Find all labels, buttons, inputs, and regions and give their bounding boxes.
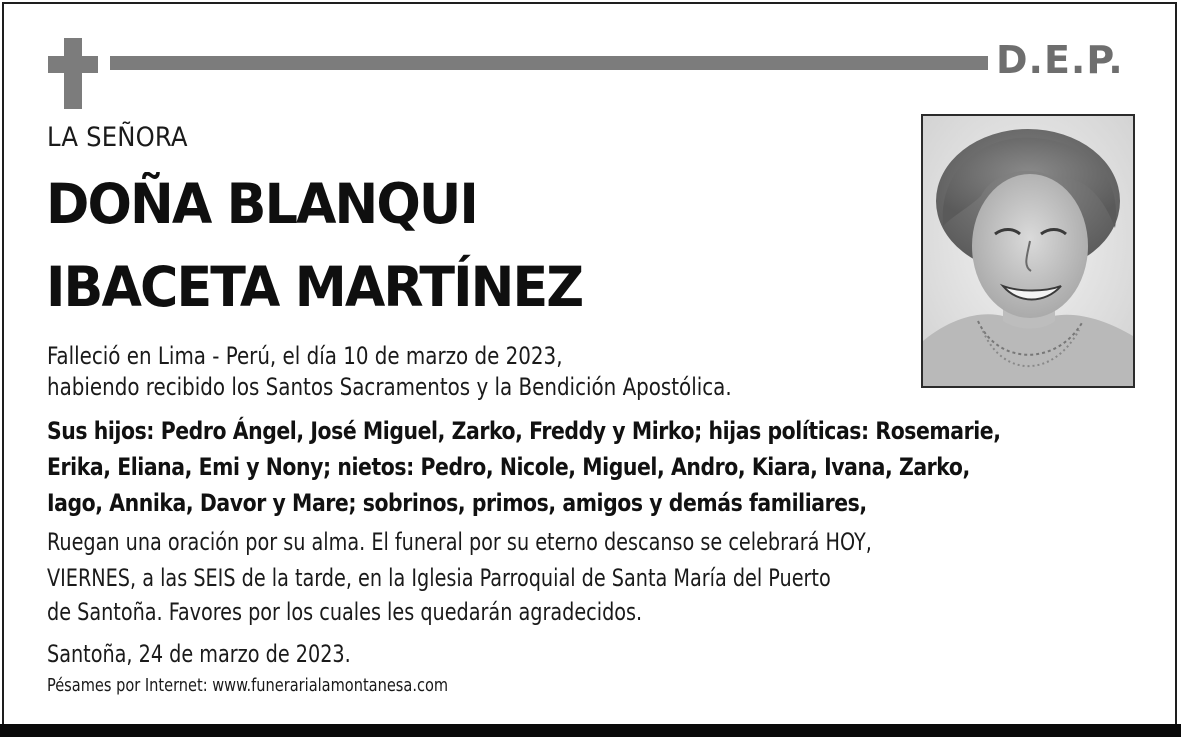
deceased-name-line1: DOÑA BLANQUI <box>46 172 477 236</box>
portrait-photo <box>921 114 1135 388</box>
header-rule <box>110 56 988 70</box>
family-line-1: Sus hijos: Pedro Ángel, José Miguel, Zarko, Freddy y Mirko; hijas políticas: Rosemarie, <box>47 417 1001 445</box>
family-line-2: Erika, Eliana, Emi y Nony; nietos: Pedro, Nicole, Miguel, Andro, Kiara, Ivana, Zarko, <box>47 453 970 481</box>
request-line-3: de Santoña. Favores por los cuales les quedarán agradecidos. <box>47 598 643 626</box>
bottom-bar <box>0 724 1181 737</box>
family-line-3: Iago, Annika, Davor y Mare; sobrinos, primos, amigos y demás familiares, <box>47 489 867 517</box>
condolences-web: Pésames por Internet: www.funerarialamontanesa.com <box>47 675 449 696</box>
intro-label: LA SEÑORA <box>47 122 188 153</box>
death-line-1: Falleció en Lima - Perú, el día 10 de marzo de 2023, <box>47 342 563 370</box>
request-line-1: Ruegan una oración por su alma. El funeral por su eterno descanso se celebrará HOY, <box>47 528 872 556</box>
death-line-2: habiendo recibido los Santos Sacramentos y la Bendición Apostólica. <box>47 373 732 401</box>
request-line-2: VIERNES, a las SEIS de la tarde, en la Iglesia Parroquial de Santa María del Puerto <box>47 564 831 592</box>
cross-icon <box>48 38 98 109</box>
place-date: Santoña, 24 de marzo de 2023. <box>47 640 351 668</box>
deceased-name-line2: IBACETA MARTÍNEZ <box>46 255 583 319</box>
dep-label: D.E.P. <box>996 38 1124 82</box>
